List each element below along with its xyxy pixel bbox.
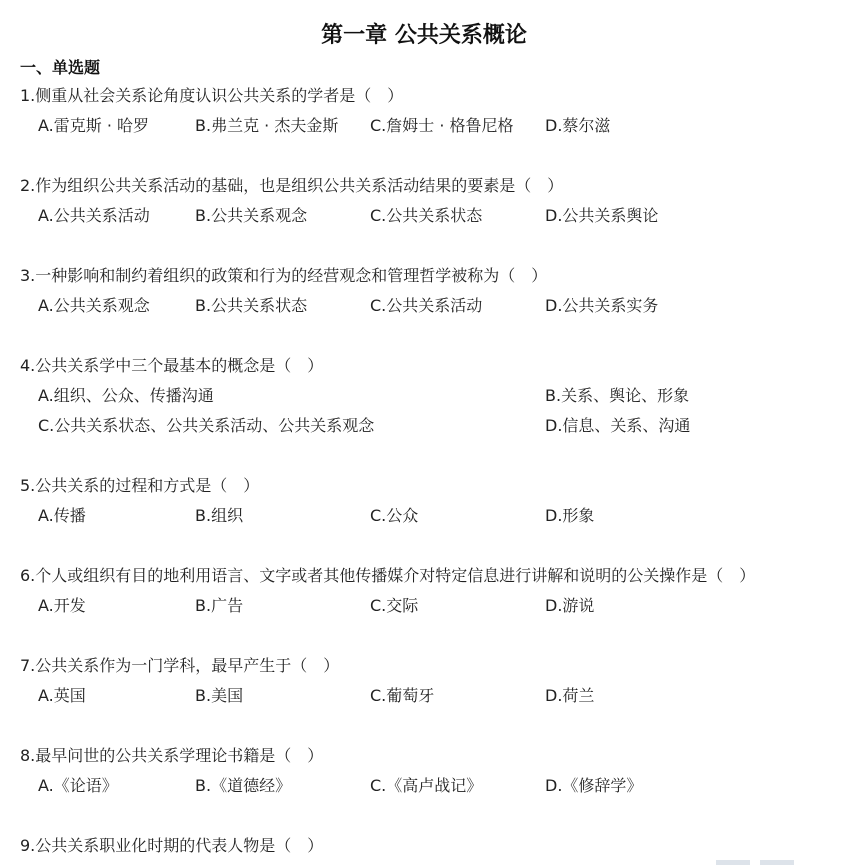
option-b[interactable]: B.公共关系状态 [195, 296, 308, 315]
option-b[interactable]: B.美国 [195, 686, 244, 705]
option-a[interactable]: A.公共关系活动 [38, 206, 150, 225]
page-nav-next[interactable] [760, 860, 794, 865]
option-a[interactable]: A.公共关系观念 [38, 296, 150, 315]
question-text: 1.侧重从社会关系论角度认识公共关系的学者是（ ） [20, 86, 404, 105]
question-text: 4.公共关系学中三个最基本的概念是（ ） [20, 356, 324, 375]
option-d[interactable]: D.荷兰 [545, 686, 595, 705]
page-title: 第一章 公共关系概论 [321, 23, 527, 48]
option-c[interactable]: C.公共关系状态、公共关系活动、公共关系观念 [38, 416, 375, 435]
option-b[interactable]: B.组织 [195, 506, 244, 525]
option-d[interactable]: D.形象 [545, 506, 595, 525]
option-a[interactable]: A.开发 [38, 596, 86, 615]
option-d[interactable]: D.信息、关系、沟通 [545, 416, 691, 435]
option-c[interactable]: C.公众 [370, 506, 419, 525]
option-b[interactable]: B.《道德经》 [195, 776, 292, 795]
option-c[interactable]: C.詹姆士 · 格鲁尼格 [370, 116, 514, 135]
question-text: 3.一种影响和制约着组织的政策和行为的经营观念和管理哲学被称为（ ） [20, 266, 548, 285]
option-a[interactable]: A.组织、公众、传播沟通 [38, 386, 214, 405]
page-nav-prev[interactable] [716, 860, 750, 865]
option-c[interactable]: C.公共关系活动 [370, 296, 483, 315]
section-heading: 一、单选题 [20, 58, 101, 77]
question-text: 6.个人或组织有目的地利用语言、文字或者其他传播媒介对特定信息进行讲解和说明的公关操作是（ ） [20, 566, 756, 585]
option-a[interactable]: A.传播 [38, 506, 86, 525]
question-text: 9.公共关系职业化时期的代表人物是（ ） [20, 836, 324, 855]
option-c[interactable]: C.葡萄牙 [370, 686, 435, 705]
option-a[interactable]: A.英国 [38, 686, 86, 705]
option-a[interactable]: A.雷克斯 · 哈罗 [38, 116, 150, 135]
question-text: 7.公共关系作为一门学科，最早产生于（ ） [20, 656, 340, 675]
option-a[interactable]: A.《论语》 [38, 776, 118, 795]
option-d[interactable]: D.公共关系实务 [545, 296, 659, 315]
option-d[interactable]: D.公共关系舆论 [545, 206, 659, 225]
option-c[interactable]: C.交际 [370, 596, 419, 615]
question-text: 8.最早问世的公共关系学理论书籍是（ ） [20, 746, 324, 765]
option-d[interactable]: D.《修辞学》 [545, 776, 643, 795]
question-text: 5.公共关系的过程和方式是（ ） [20, 476, 260, 495]
option-c[interactable]: C.公共关系状态 [370, 206, 483, 225]
option-c[interactable]: C.《高卢战记》 [370, 776, 483, 795]
option-d[interactable]: D.蔡尔滋 [545, 116, 611, 135]
option-b[interactable]: B.弗兰克 · 杰夫金斯 [195, 116, 339, 135]
option-b[interactable]: B.关系、舆论、形象 [545, 386, 690, 405]
option-d[interactable]: D.游说 [545, 596, 595, 615]
option-b[interactable]: B.公共关系观念 [195, 206, 308, 225]
option-b[interactable]: B.广告 [195, 596, 244, 615]
question-text: 2.作为组织公共关系活动的基础，也是组织公共关系活动结果的要素是（ ） [20, 176, 564, 195]
